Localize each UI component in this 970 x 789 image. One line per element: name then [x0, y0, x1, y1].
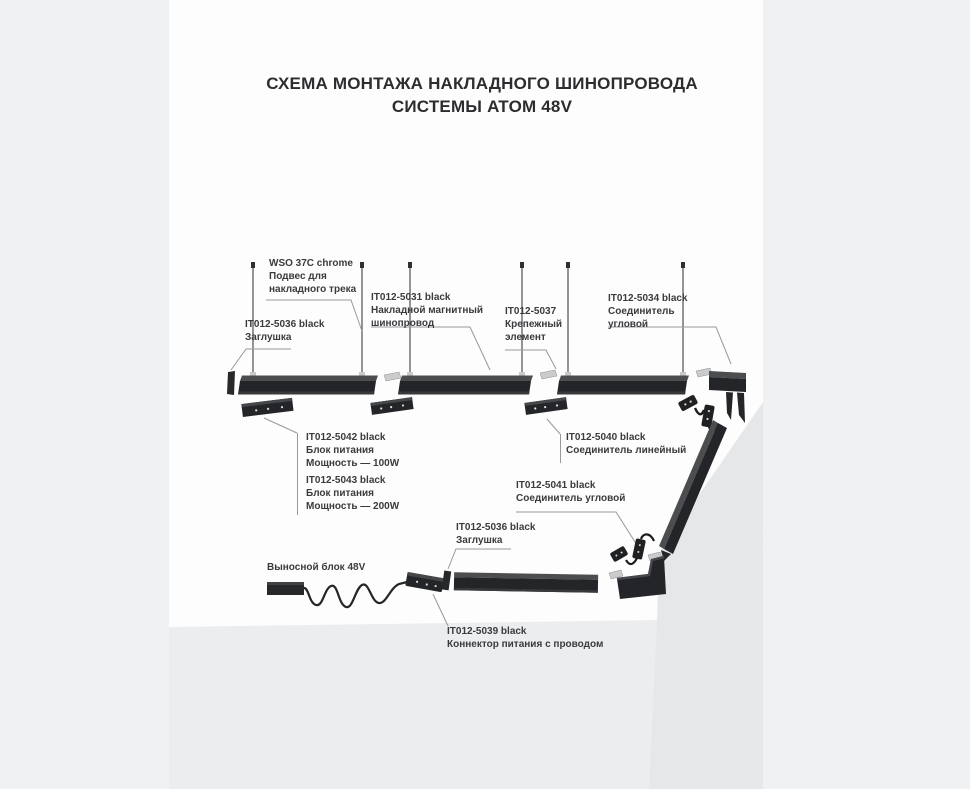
label-mounting-clip: IT012-5037 Крепежный элемент — [505, 306, 563, 343]
label-power-connector: IT012-5039 black Коннектор питания с проводом — [447, 626, 604, 650]
track-segment-1 — [238, 376, 378, 395]
psu-block-1 — [241, 398, 293, 417]
label-remote-driver: Выносной блок 48V — [267, 562, 366, 573]
title-line-2: СИСТЕМЫ ATOM 48V — [391, 97, 573, 116]
connector-block-2 — [370, 397, 413, 415]
label-linear-connector: IT012-5040 black Соединитель линейный — [566, 432, 687, 456]
track-segment-3 — [557, 376, 689, 395]
power-cable — [304, 582, 407, 607]
label-end-cap-top: IT012-5036 black Заглушка — [245, 319, 325, 343]
corner-connector-bottom-part — [617, 557, 666, 599]
label-psu-200w: IT012-5043 black Блок питания Мощность — 200W — [306, 475, 400, 512]
label-surface-track: IT012-5031 black Накладной магнитный шинопровод — [371, 292, 484, 329]
track-segment-bottom — [454, 572, 598, 593]
label-end-cap-bottom: IT012-5036 black Заглушка — [456, 522, 536, 546]
end-cap-top-part — [227, 371, 235, 395]
linear-connector-block — [524, 397, 567, 415]
track-segment-2 — [398, 376, 533, 395]
power-connector-block — [405, 572, 444, 592]
corner-cable-connector-bottom — [610, 534, 654, 564]
title-line-1: СХЕМА МОНТАЖА НАКЛАДНОГО ШИНОПРОВОДА — [266, 74, 698, 93]
corner-connector-top-part — [709, 371, 746, 423]
label-psu-100w: IT012-5042 black Блок питания Мощность — 100W — [306, 432, 400, 469]
label-suspension-hanger: WSO 37C chrome Подвес для накладного трека — [269, 258, 357, 295]
label-corner-connector-bottom: IT012-5041 black Соединитель угловой — [516, 480, 626, 504]
wire-track-mounts — [250, 372, 686, 376]
label-corner-connector-top: IT012-5034 black Соединитель угловой — [608, 293, 688, 330]
remote-driver-block — [267, 582, 304, 595]
end-cap-bottom-part — [442, 571, 452, 591]
